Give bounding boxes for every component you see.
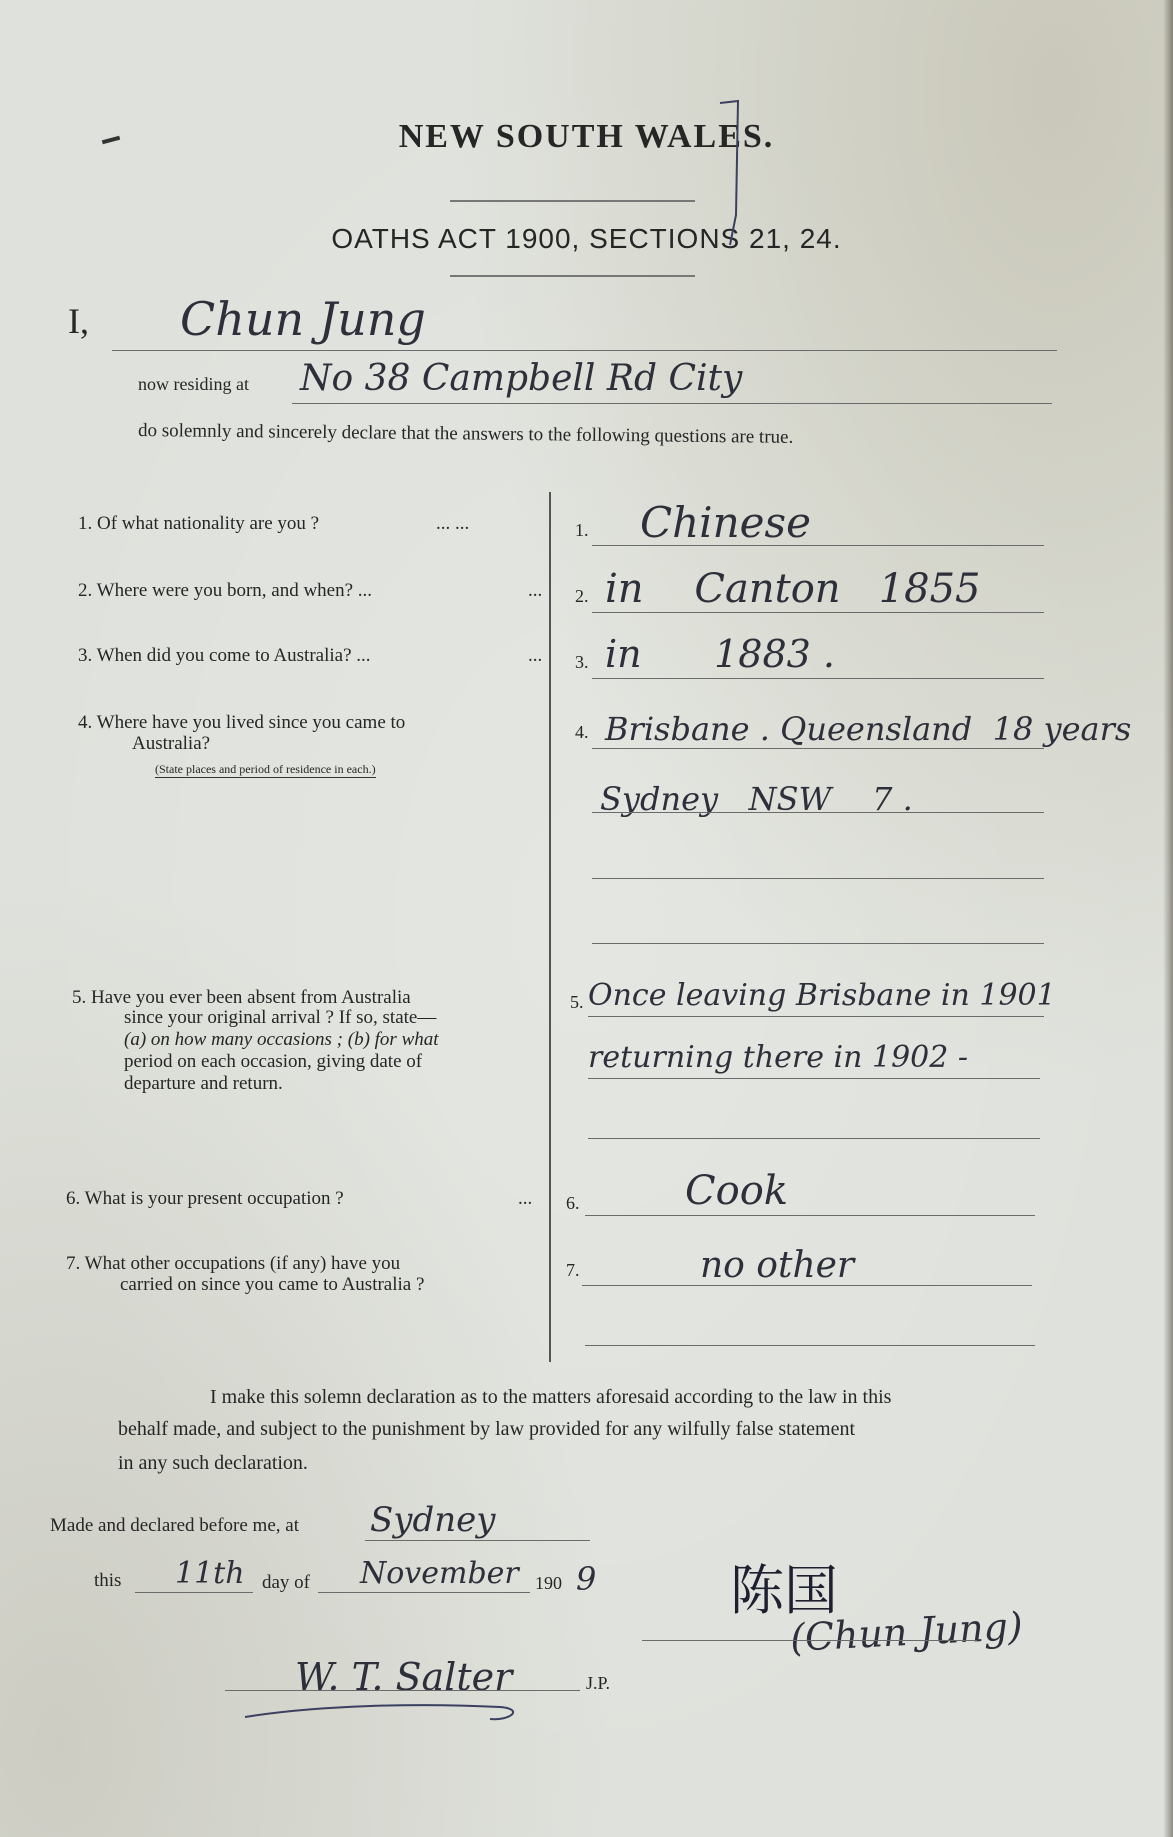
- answer-7: no other: [700, 1245, 855, 1286]
- answer-1: Chinese: [640, 498, 811, 547]
- answer-2: in Canton 1855: [605, 566, 981, 612]
- answer-7-line: [582, 1285, 1032, 1286]
- column-divider: [549, 492, 551, 1362]
- closing-line-2: behalf made, and subject to the punishment by law provided for any wilfully false statement: [118, 1418, 856, 1440]
- question-7-line-2: carried on since you came to Australia ?: [120, 1274, 425, 1295]
- answer-7-number: 7.: [566, 1260, 580, 1280]
- act-heading: OATHS ACT 1900, SECTIONS 21, 24.: [331, 223, 842, 254]
- this-label: this: [94, 1570, 122, 1591]
- year-suffix: 9: [576, 1560, 597, 1598]
- jp-label: J.P.: [586, 1673, 611, 1693]
- signature-flourish: [240, 1695, 530, 1735]
- month-line: [318, 1592, 530, 1593]
- residing-label: now residing at: [138, 374, 249, 394]
- address-line: [292, 403, 1052, 404]
- place-line: [365, 1540, 590, 1541]
- question-2-dots: ...: [528, 580, 543, 601]
- day-line: [135, 1592, 253, 1593]
- day-of-label: day of: [262, 1572, 311, 1593]
- answer-6: Cook: [685, 1168, 789, 1214]
- answer-2-number: 2.: [575, 586, 589, 606]
- question-4: 4. Where have you lived since you came to: [78, 712, 406, 733]
- name-line: [112, 350, 1057, 351]
- question-4-note: (State places and period of residence in each.): [155, 762, 376, 776]
- answer-4-line-2: Sydney NSW 7 .: [600, 780, 913, 818]
- made-declared-label: Made and declared before me, at: [50, 1515, 299, 1536]
- answer-5-line-b: [588, 1078, 1040, 1079]
- answer-1-line: [592, 545, 1044, 546]
- answer-4-line-d: [592, 943, 1044, 944]
- question-6: 6. What is your present occupation ?: [66, 1188, 344, 1209]
- jp-signature-line: [225, 1690, 580, 1691]
- question-7: 7. What other occupations (if any) have you: [66, 1253, 401, 1274]
- declarant-signature: (Chun Jung): [789, 1603, 1024, 1661]
- question-5-line-4: period on each occasion, giving date of: [124, 1051, 423, 1072]
- closing-line-1: I make this solemn declaration as to the matters aforesaid according to the law in this: [210, 1386, 892, 1408]
- question-1: 1. Of what nationality are you ?: [78, 513, 320, 534]
- answer-2-line: [592, 612, 1044, 613]
- answer-3-number: 3.: [575, 652, 589, 672]
- question-6-dots: ...: [518, 1188, 533, 1209]
- answer-5-line-2: returning there in 1902 -: [588, 1040, 969, 1075]
- declared-day: 11th: [175, 1556, 245, 1591]
- answer-4-line-a: [592, 748, 1044, 749]
- form-title: NEW SOUTH WALES.: [398, 118, 775, 155]
- declaration-intro: do solemnly and sincerely declare that the answers to the following questions are true.: [137, 420, 794, 448]
- question-5: 5. Have you ever been absent from Australia: [72, 987, 411, 1008]
- question-2: 2. Where were you born, and when? ...: [78, 580, 373, 601]
- answer-5-line-c: [588, 1138, 1040, 1139]
- answer-6-line: [585, 1215, 1035, 1216]
- declared-month: November: [360, 1556, 519, 1591]
- question-4-line-2: Australia?: [132, 733, 211, 754]
- closing-line-3: in any such declaration.: [118, 1452, 308, 1474]
- year-prefix: 190: [535, 1573, 562, 1593]
- ink-stroke-mark: [700, 95, 745, 255]
- question-1-dots: ... ...: [436, 513, 470, 534]
- answer-5-line-1: Once leaving Brisbane in 1901: [588, 978, 1056, 1013]
- answer-3-line: [592, 678, 1044, 679]
- answer-4-number: 4.: [575, 722, 589, 742]
- answer-1-number: 1.: [575, 520, 589, 540]
- answer-4-line-b: [592, 812, 1044, 813]
- page-edge-shadow: [1163, 0, 1173, 1837]
- question-5-line-5: departure and return.: [124, 1073, 283, 1094]
- title-rule: [450, 200, 695, 202]
- answer-6-number: 6.: [566, 1193, 580, 1213]
- act-rule: [450, 275, 695, 277]
- answer-7-line-b: [585, 1345, 1035, 1346]
- answer-3: in 1883 .: [605, 632, 835, 676]
- jp-signature: W. T. Salter: [295, 1655, 513, 1699]
- question-5-line-3: (a) on how many occasions ; (b) for what: [124, 1029, 439, 1050]
- declared-place: Sydney: [370, 1500, 496, 1540]
- question-3: 3. When did you come to Australia? ...: [78, 645, 371, 666]
- declarant-signature-line: [642, 1640, 977, 1641]
- chinese-signature: 陈国: [730, 1559, 838, 1622]
- residing-address: No 38 Campbell Rd City: [300, 358, 743, 399]
- declarant-name: Chun Jung: [180, 292, 426, 346]
- answer-4-line-1: Brisbane . Queensland 18 years: [605, 710, 1132, 748]
- declarant-prefix: I,: [68, 301, 89, 341]
- answer-4-line-c: [592, 878, 1044, 879]
- answer-5-line-a: [588, 1016, 1044, 1017]
- question-5-line-2: since your original arrival ? If so, state—: [124, 1007, 437, 1028]
- answer-5-number: 5.: [570, 992, 584, 1012]
- question-3-dots: ...: [528, 645, 543, 666]
